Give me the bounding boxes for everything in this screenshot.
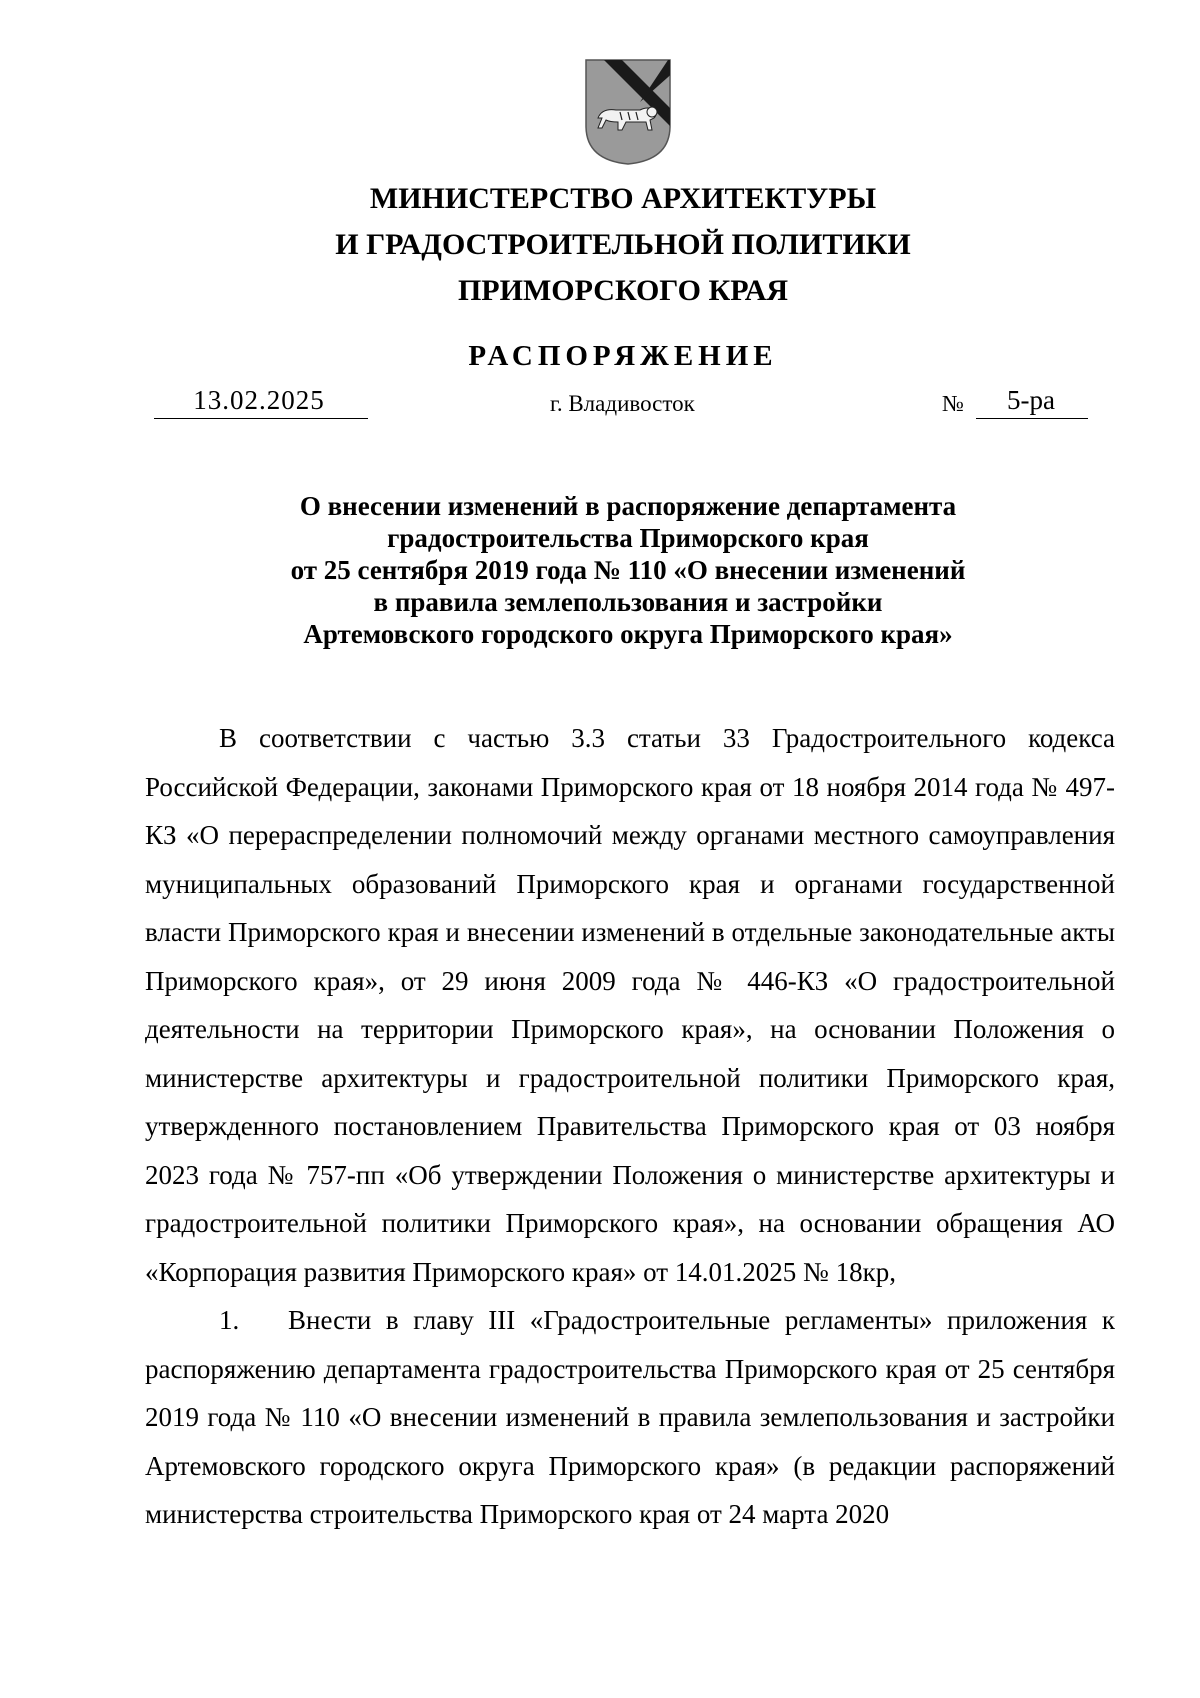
title-line-4: в правила землепользования и застройки bbox=[373, 587, 883, 617]
item-1-number: 1. bbox=[219, 1305, 240, 1335]
document-city: г. Владивосток bbox=[550, 391, 695, 416]
ministry-line-1: МИНИСТЕРСТВО АРХИТЕКТУРЫ bbox=[369, 182, 877, 215]
title-line-5: Артемовского городского округа Приморского края» bbox=[303, 619, 953, 649]
title-line-2: градостроительства Приморского края bbox=[387, 523, 869, 553]
title-line-1: О внесении изменений в распоряжение департамента bbox=[299, 491, 957, 521]
ministry-line-3: ПРИМОРСКОГО КРАЯ bbox=[457, 274, 789, 307]
preamble-paragraph: В соответствии с частью 3.3 статьи 33 Градостроительного кодекса Российской Федерации, законами Приморского края от 18 ноября 2014 года № 497-КЗ «О перераспределении полномочий между органами местного самоуправления муниципальных образований Приморского края и органами государственной власти Приморского края и внесении изменений в отдельные законодательные акты Приморского края», от 29 июня 2009 года № 446-КЗ «О градостроительной деятельности на территории Приморского края», на основании Положения о министерстве архитектуры и градостроительной политики Приморского края, утвержденного постановлением Правительства Приморского края от 03 ноября 2023 года № 757-пп «Об утверждении Положения о министерстве архитектуры и градостроительной политики Приморского края», на основании обращения АО «Корпорация развития Приморского края» от 14.01.2025 № 18кр, bbox=[145, 723, 1115, 1287]
ministry-name bbox=[0, 176, 1200, 314]
item-1-text: Внести в главу III «Градостроительные регламенты» приложения к распоряжению департамента градостроительства Приморского края от 25 сентября 2019 года № 110 «О внесении изменений в правила землепользования и застройки Артемовского городского округа Приморского края» (в редакции распоряжений министерства строительства Приморского края от 24 марта 2020 bbox=[145, 1305, 1115, 1529]
title-line-3: от 25 сентября 2019 года № 110 «О внесении изменений bbox=[290, 555, 966, 585]
document-number: 5-ра bbox=[1007, 385, 1055, 415]
document-type: РАСПОРЯЖЕНИЕ bbox=[468, 340, 778, 372]
date-underline bbox=[154, 418, 368, 419]
document-body bbox=[145, 714, 1115, 1539]
ministry-line-2: И ГРАДОСТРОИТЕЛЬНОЙ ПОЛИТИКИ bbox=[335, 228, 911, 261]
number-sign: № bbox=[942, 391, 964, 416]
number-underline bbox=[976, 418, 1088, 419]
coat-of-arms-icon bbox=[582, 56, 674, 166]
item-1-paragraph bbox=[145, 1296, 1115, 1539]
document-date: 13.02.2025 bbox=[193, 385, 325, 415]
document-title bbox=[0, 490, 1200, 650]
